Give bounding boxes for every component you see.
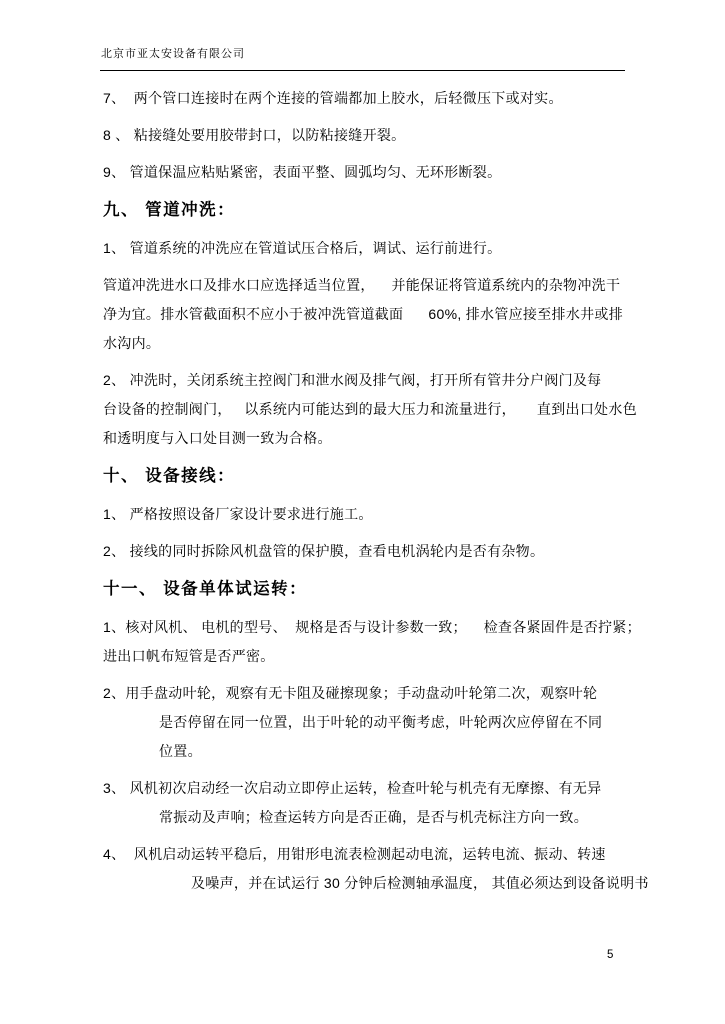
section10-item-1 (103, 500, 628, 529)
text-line: 水沟内。 (103, 335, 161, 351)
heading-text: 十、 设备接线： (103, 467, 236, 485)
section9-item-2 (103, 366, 638, 453)
section10-item-2 (103, 537, 628, 566)
text-line: 4、 风机启动运转平稳后，用钳形电流表检测起动电流，运转电流、振动、转速 (103, 846, 606, 862)
item-7 (103, 84, 628, 113)
text-line: 台设备的控制阀门， 以系统内可能达到的最大压力和流量进行， 直到出口处水色 (103, 401, 638, 417)
company-name: 北京市亚太安设备有限公司 (101, 48, 245, 60)
section9-paragraph (103, 271, 628, 358)
text-line: 管道冲洗进水口及排水口应选择适当位置， 并能保证将管道系统内的杂物冲洗干 (103, 277, 621, 293)
text-line: 2、 冲洗时，关闭系统主控阀门和泄水阀及排气阀，打开所有管井分户阀门及每 (103, 372, 602, 388)
heading-text: 十一、 设备单体试运转： (103, 580, 308, 598)
text-line: 进出口帆布短管是否严密。 (103, 648, 275, 664)
text-line: 及噪声，并在试运行 30 分钟后检测轴承温度， 其值必须达到设备说明书 (191, 875, 649, 891)
text-line: 和透明度与入口处目测一致为合格。 (103, 430, 332, 446)
text-line: 常振动及声响；检查运转方向是否正确，是否与机壳标注方向一致。 (159, 809, 588, 825)
header-divider (100, 70, 625, 71)
text-line: 1、 严格按照设备厂家设计要求进行施工。 (103, 506, 373, 522)
section-heading-10-equipment-wiring (103, 461, 628, 492)
text-line: 1、核对风机、 电机的型号、 规格是否与设计参数一致； 检查各紧固件是否拧紧； (103, 619, 641, 635)
text-line: 净为宜。排水管截面积不应小于被冲洗管道截面 60%, 排水管应接至排水井或排 (103, 306, 624, 322)
text-line: 2、用手盘动叶轮，观察有无卡阻及碰擦现象；手动盘动叶轮第二次，观察叶轮 (103, 685, 598, 701)
section11-item-4 (103, 840, 649, 898)
page-header (101, 44, 625, 62)
text-line: 9、 管道保温应粘贴紧密，表面平整、圆弧均匀、无环形断裂。 (103, 164, 502, 180)
item-8 (103, 121, 628, 150)
text-line: 8 、 粘接缝处要用胶带封口，以防粘接缝开裂。 (103, 127, 406, 143)
section11-item-1 (103, 613, 641, 671)
section-heading-9-pipe-flushing (103, 195, 628, 226)
item-9 (103, 158, 628, 187)
text-line: 7、 两个管口连接时在两个连接的管端都加上胶水，后轻微压下或对实。 (103, 90, 563, 106)
text-line: 是否停留在同一位置，出于叶轮的动平衡考虑，叶轮两次应停留在不同 (159, 714, 603, 730)
text-line: 3、 风机初次启动经一次启动立即停止运转，检查叶轮与机壳有无摩擦、有无异 (103, 780, 602, 796)
text-line: 位置。 (159, 743, 202, 759)
document-body (103, 84, 649, 906)
page-number: 5 (607, 949, 614, 961)
section11-item-3 (103, 774, 628, 832)
section-heading-11-single-unit-test-run (103, 574, 628, 605)
heading-text: 九、 管道冲洗： (103, 201, 236, 219)
text-line: 1、 管道系统的冲洗应在管道试压合格后，调试、运行前进行。 (103, 240, 502, 256)
section11-item-2 (103, 679, 628, 766)
text-line: 2、 接线的同时拆除风机盘管的保护膜，查看电机涡轮内是否有杂物。 (103, 543, 545, 559)
section9-item-1 (103, 234, 628, 263)
